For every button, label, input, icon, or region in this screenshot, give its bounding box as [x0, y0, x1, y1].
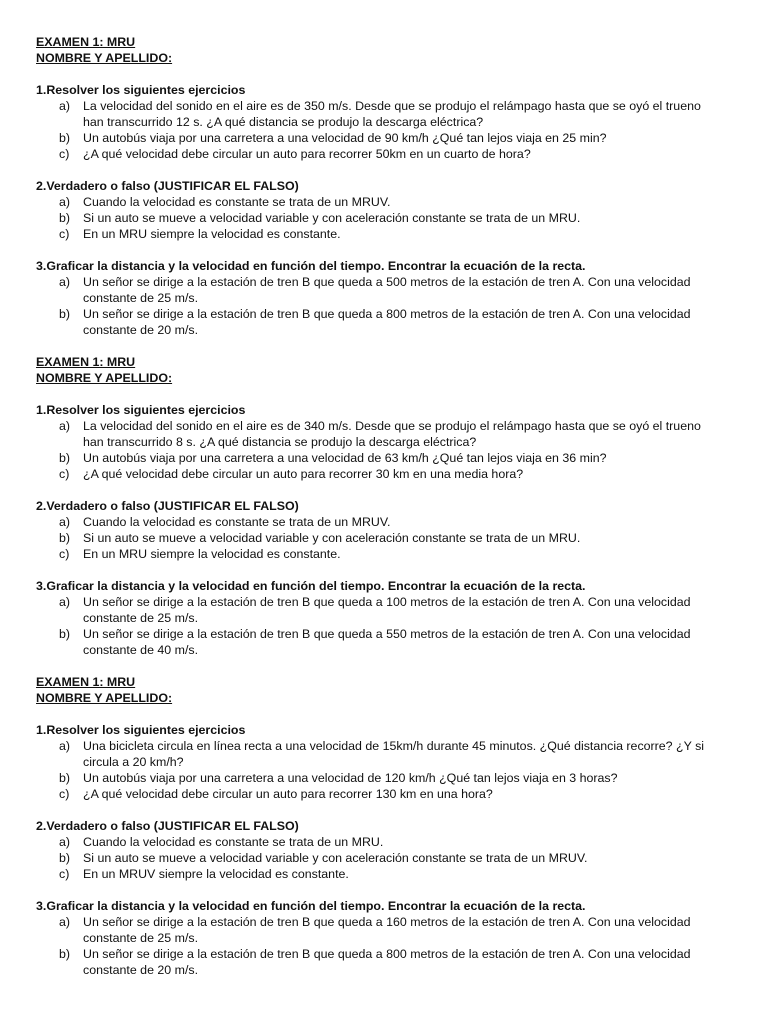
question-list: [36, 834, 736, 882]
item-text: Un autobús viaja por una carretera a una velocidad de 90 km/h ¿Qué tan lejos viaja en 25 min?: [83, 131, 607, 145]
item-text: Si un auto se mueve a velocidad variable y con aceleración constante se trata de un MRUV.: [83, 851, 588, 865]
document-body: [36, 34, 736, 994]
item-text-continuation: constante de 25 m/s.: [83, 931, 199, 945]
item-text: Si un auto se mueve a velocidad variable y con aceleración constante se trata de un MRU.: [83, 531, 581, 545]
exam-title: EXAMEN 1: MRU: [36, 35, 136, 49]
spacer: [36, 482, 736, 498]
item-marker: b): [59, 947, 71, 961]
item-marker: b): [59, 851, 71, 865]
item-text-continuation: han transcurrido 12 s. ¿A qué distancia se produjo la descarga eléctrica?: [83, 115, 484, 129]
item-marker: a): [59, 99, 71, 113]
question-list: [36, 738, 736, 802]
spacer: [36, 706, 736, 722]
section-heading: 1.Resolver los siguientes ejercicios: [36, 723, 246, 737]
spacer: [36, 386, 736, 402]
item-text: Un señor se dirige a la estación de tren B que queda a 550 metros de la estación de tren A. Con una velocidad: [83, 627, 691, 641]
item-marker: a): [59, 835, 71, 849]
item-marker: c): [59, 787, 70, 801]
item-text: Un señor se dirige a la estación de tren B que queda a 160 metros de la estación de tren A. Con una velocidad: [83, 915, 691, 929]
item-marker: a): [59, 595, 71, 609]
question-item: [36, 594, 736, 626]
item-marker: c): [59, 147, 70, 161]
item-text-continuation: constante de 25 m/s.: [83, 611, 199, 625]
section-heading: 1.Resolver los siguientes ejercicios: [36, 83, 246, 97]
item-marker: b): [59, 451, 71, 465]
question-list: [36, 418, 736, 482]
item-marker: c): [59, 547, 70, 561]
exam-block: [36, 674, 736, 978]
item-marker: a): [59, 275, 71, 289]
item-text: Un autobús viaja por una carretera a una velocidad de 63 km/h ¿Qué tan lejos viaja en 36 min?: [83, 451, 607, 465]
item-text: ¿A qué velocidad debe circular un auto para recorrer 130 km en una hora?: [83, 787, 493, 801]
item-marker: a): [59, 515, 71, 529]
item-text: ¿A qué velocidad debe circular un auto para recorrer 50km en un cuarto de hora?: [83, 147, 531, 161]
question-item: [36, 786, 736, 802]
item-marker: b): [59, 531, 71, 545]
item-text: En un MRU siempre la velocidad es constante.: [83, 547, 341, 561]
section-heading: 3.Graficar la distancia y la velocidad en función del tiempo. Encontrar la ecuación de la recta.: [36, 579, 586, 593]
item-marker: b): [59, 131, 71, 145]
question-item: [36, 146, 736, 162]
item-text: Un señor se dirige a la estación de tren B que queda a 800 metros de la estación de tren A. Con una velocidad: [83, 307, 691, 321]
item-marker: a): [59, 739, 71, 753]
section-heading: 2.Verdadero o falso (JUSTIFICAR EL FALSO): [36, 499, 299, 513]
spacer: [36, 802, 736, 818]
section-heading: 3.Graficar la distancia y la velocidad en función del tiempo. Encontrar la ecuación de la recta.: [36, 259, 586, 273]
item-text: Cuando la velocidad es constante se trata de un MRUV.: [83, 195, 391, 209]
question-list: [36, 594, 736, 658]
item-marker: b): [59, 211, 71, 225]
question-list: [36, 514, 736, 562]
question-list: [36, 194, 736, 242]
item-text: Un autobús viaja por una carretera a una velocidad de 120 km/h ¿Qué tan lejos viaja en 3 horas?: [83, 771, 618, 785]
item-text: Una bicicleta circula en línea recta a una velocidad de 15km/h durante 45 minutos. ¿Qué distancia recorre? ¿Y si: [83, 739, 705, 753]
question-item: [36, 546, 736, 562]
item-marker: c): [59, 227, 70, 241]
item-marker: a): [59, 915, 71, 929]
item-marker: c): [59, 467, 70, 481]
item-text-continuation: constante de 25 m/s.: [83, 291, 199, 305]
item-marker: b): [59, 307, 71, 321]
question-item: [36, 866, 736, 882]
exam-title: EXAMEN 1: MRU: [36, 355, 136, 369]
section-heading: 1.Resolver los siguientes ejercicios: [36, 403, 246, 417]
section-heading: 3.Graficar la distancia y la velocidad en función del tiempo. Encontrar la ecuación de la recta.: [36, 899, 586, 913]
exam-block: [36, 34, 736, 338]
item-text: Cuando la velocidad es constante se trata de un MRUV.: [83, 515, 391, 529]
item-marker: c): [59, 867, 70, 881]
spacer: [36, 562, 736, 578]
item-text: La velocidad del sonido en el aire es de 340 m/s. Desde que se produjo el relámpago hasta que se oyó el trueno: [83, 419, 701, 433]
spacer: [36, 242, 736, 258]
item-text: Cuando la velocidad es constante se trata de un MRU.: [83, 835, 384, 849]
item-text: Un señor se dirige a la estación de tren B que queda a 100 metros de la estación de tren A. Con una velocidad: [83, 595, 691, 609]
question-item: [36, 914, 736, 946]
question-item: [36, 626, 736, 658]
item-text: La velocidad del sonido en el aire es de 350 m/s. Desde que se produjo el relámpago hasta que se oyó el trueno: [83, 99, 701, 113]
question-item: [36, 738, 736, 770]
question-item: [36, 130, 736, 146]
question-item: [36, 210, 736, 226]
question-item: [36, 274, 736, 306]
question-list: [36, 98, 736, 162]
section-heading: 2.Verdadero o falso (JUSTIFICAR EL FALSO): [36, 179, 299, 193]
item-text: Un señor se dirige a la estación de tren B que queda a 500 metros de la estación de tren A. Con una velocidad: [83, 275, 691, 289]
question-item: [36, 98, 736, 130]
item-text: ¿A qué velocidad debe circular un auto para recorrer 30 km en una media hora?: [83, 467, 524, 481]
question-item: [36, 466, 736, 482]
item-text: Si un auto se mueve a velocidad variable y con aceleración constante se trata de un MRU.: [83, 211, 581, 225]
item-text: Un señor se dirige a la estación de tren B que queda a 800 metros de la estación de tren A. Con una velocidad: [83, 947, 691, 961]
exam-title: EXAMEN 1: MRU: [36, 675, 136, 689]
item-text-continuation: circula a 20 km/h?: [83, 755, 184, 769]
spacer: [36, 66, 736, 82]
question-item: [36, 306, 736, 338]
item-marker: a): [59, 419, 71, 433]
question-item: [36, 946, 736, 978]
question-list: [36, 914, 736, 978]
question-item: [36, 834, 736, 850]
item-text-continuation: han transcurrido 8 s. ¿A qué distancia se produjo la descarga eléctrica?: [83, 435, 477, 449]
name-label: NOMBRE Y APELLIDO:: [36, 371, 173, 385]
question-item: [36, 770, 736, 786]
question-item: [36, 850, 736, 866]
section-heading: 2.Verdadero o falso (JUSTIFICAR EL FALSO): [36, 819, 299, 833]
spacer: [36, 882, 736, 898]
item-text-continuation: constante de 20 m/s.: [83, 323, 199, 337]
item-marker: b): [59, 627, 71, 641]
item-text-continuation: constante de 40 m/s.: [83, 643, 199, 657]
question-list: [36, 274, 736, 338]
item-text-continuation: constante de 20 m/s.: [83, 963, 199, 977]
question-item: [36, 194, 736, 210]
exam-block: [36, 354, 736, 658]
question-item: [36, 514, 736, 530]
spacer: [36, 162, 736, 178]
name-label: NOMBRE Y APELLIDO:: [36, 691, 173, 705]
item-text: En un MRUV siempre la velocidad es constante.: [83, 867, 349, 881]
question-item: [36, 418, 736, 450]
item-text: En un MRU siempre la velocidad es constante.: [83, 227, 341, 241]
question-item: [36, 226, 736, 242]
question-item: [36, 450, 736, 466]
item-marker: a): [59, 195, 71, 209]
name-label: NOMBRE Y APELLIDO:: [36, 51, 173, 65]
item-marker: b): [59, 771, 71, 785]
question-item: [36, 530, 736, 546]
